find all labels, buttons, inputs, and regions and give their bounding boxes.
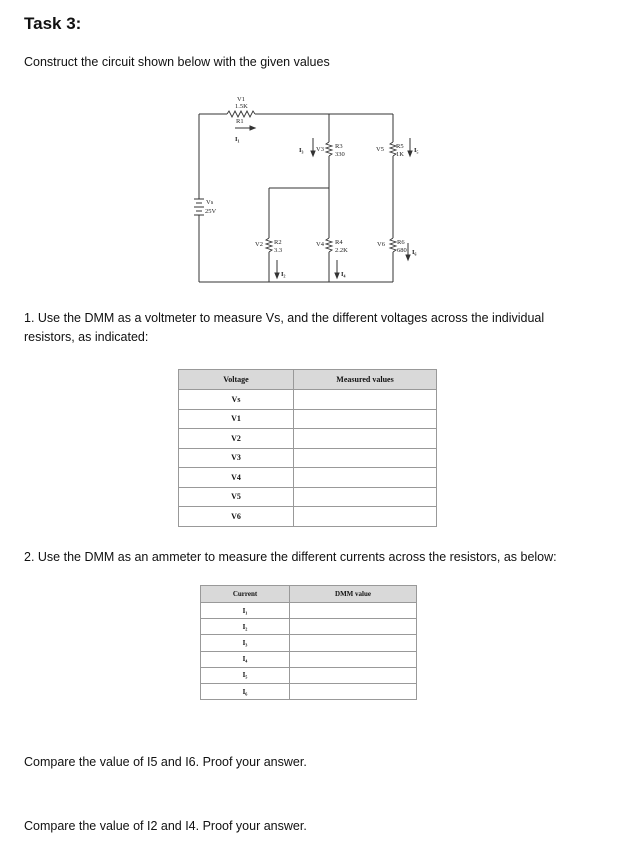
r3-resistor <box>326 142 332 156</box>
v5-label: V5 <box>376 146 384 153</box>
dmm-value-cell[interactable] <box>290 635 417 651</box>
v3-label: V3 <box>316 146 324 153</box>
v1-label: V1 <box>237 96 245 103</box>
table-row <box>179 429 437 449</box>
table-row <box>201 651 417 667</box>
vs-value: 25V <box>205 208 217 215</box>
voltage-row-label: V5 <box>179 487 294 507</box>
table-row <box>179 409 437 429</box>
voltage-row-label: V2 <box>179 429 294 449</box>
current-row-label: I₆ <box>201 683 290 699</box>
r5-value: 1K <box>396 151 404 158</box>
current-row-label: I₄ <box>201 651 290 667</box>
i6-label: I₆ <box>412 249 417 256</box>
i5-label: I₅ <box>414 147 419 154</box>
table-row <box>179 390 437 410</box>
r1-resistor <box>227 111 255 117</box>
measured-value-cell[interactable] <box>294 507 437 527</box>
resistors <box>227 111 396 252</box>
r2-resistor <box>266 238 272 252</box>
i4-label: I₄ <box>341 271 346 278</box>
r1-value: 1.5K <box>235 103 248 110</box>
measured-value-cell[interactable] <box>294 390 437 410</box>
compare-question-1: Compare the value of I5 and I6. Proof your answer. <box>24 755 307 769</box>
current-row-label: I₃ <box>201 635 290 651</box>
table-row <box>201 603 417 619</box>
voltage-row-label: V4 <box>179 468 294 488</box>
current-header: Current <box>201 586 290 603</box>
i1-label: I₁ <box>235 136 240 143</box>
circuit-diagram <box>186 92 426 292</box>
r4-label: R4 <box>335 239 343 246</box>
r2-label: R2 <box>274 239 282 246</box>
circuit-wires <box>199 114 393 282</box>
i2-label: I₂ <box>281 271 286 278</box>
voltage-row-label: V6 <box>179 507 294 527</box>
r4-resistor <box>326 238 332 252</box>
v2-label: V2 <box>255 241 263 248</box>
vs-label: Vs <box>206 199 214 206</box>
table-row <box>179 487 437 507</box>
r6-value: 680 <box>397 247 407 254</box>
r3-value: 330 <box>335 151 345 158</box>
dmm-value-cell[interactable] <box>290 619 417 635</box>
voltage-row-label: V1 <box>179 409 294 429</box>
measured-value-cell[interactable] <box>294 448 437 468</box>
dmm-value-cell[interactable] <box>290 651 417 667</box>
table-row <box>201 683 417 699</box>
dmm-value-cell[interactable] <box>290 667 417 683</box>
current-row-label: I₁ <box>201 603 290 619</box>
intro-text: Construct the circuit shown below with the given values <box>24 55 330 69</box>
measured-value-cell[interactable] <box>294 429 437 449</box>
r3-label: R3 <box>335 143 343 150</box>
voltage-row-label: Vs <box>179 390 294 410</box>
question-1: 1. Use the DMM as a voltmeter to measure Vs, and the different voltages across the individual resistors, as indicated: <box>24 311 545 344</box>
voltage-table-header <box>179 370 437 390</box>
v6-label: V6 <box>377 241 385 248</box>
dmm-value-cell[interactable] <box>290 603 417 619</box>
battery-symbol <box>194 199 204 217</box>
measured-value-cell[interactable] <box>294 468 437 488</box>
table-row <box>179 468 437 488</box>
table-row <box>201 667 417 683</box>
compare-question-2: Compare the value of I2 and I4. Proof your answer. <box>24 819 307 833</box>
task-title: Task 3: <box>24 14 82 33</box>
r6-resistor <box>390 238 396 252</box>
dmm-value-cell[interactable] <box>290 683 417 699</box>
measured-value-cell[interactable] <box>294 409 437 429</box>
table-row <box>179 507 437 527</box>
current-table-header <box>201 586 417 603</box>
voltage-row-label: V3 <box>179 448 294 468</box>
measured-value-cell[interactable] <box>294 487 437 507</box>
dmm-value-header: DMM value <box>290 586 417 603</box>
r5-label: R5 <box>396 143 404 150</box>
current-row-label: I₂ <box>201 619 290 635</box>
i3-label: I₃ <box>299 147 304 154</box>
v4-label: V4 <box>316 241 324 248</box>
table-row <box>201 635 417 651</box>
current-table <box>200 585 417 700</box>
r6-label: R6 <box>397 239 405 246</box>
r4-value: 2.2K <box>335 247 348 254</box>
voltage-header: Voltage <box>179 370 294 390</box>
r2-value: 3.3 <box>274 247 283 254</box>
measured-values-header: Measured values <box>294 370 437 390</box>
question-2: 2. Use the DMM as an ammeter to measure the different currents across the resistors, as below: <box>24 550 557 564</box>
r1-label: R1 <box>236 118 244 125</box>
table-row <box>179 448 437 468</box>
voltage-table <box>178 369 437 527</box>
current-row-label: I₅ <box>201 667 290 683</box>
table-row <box>201 619 417 635</box>
